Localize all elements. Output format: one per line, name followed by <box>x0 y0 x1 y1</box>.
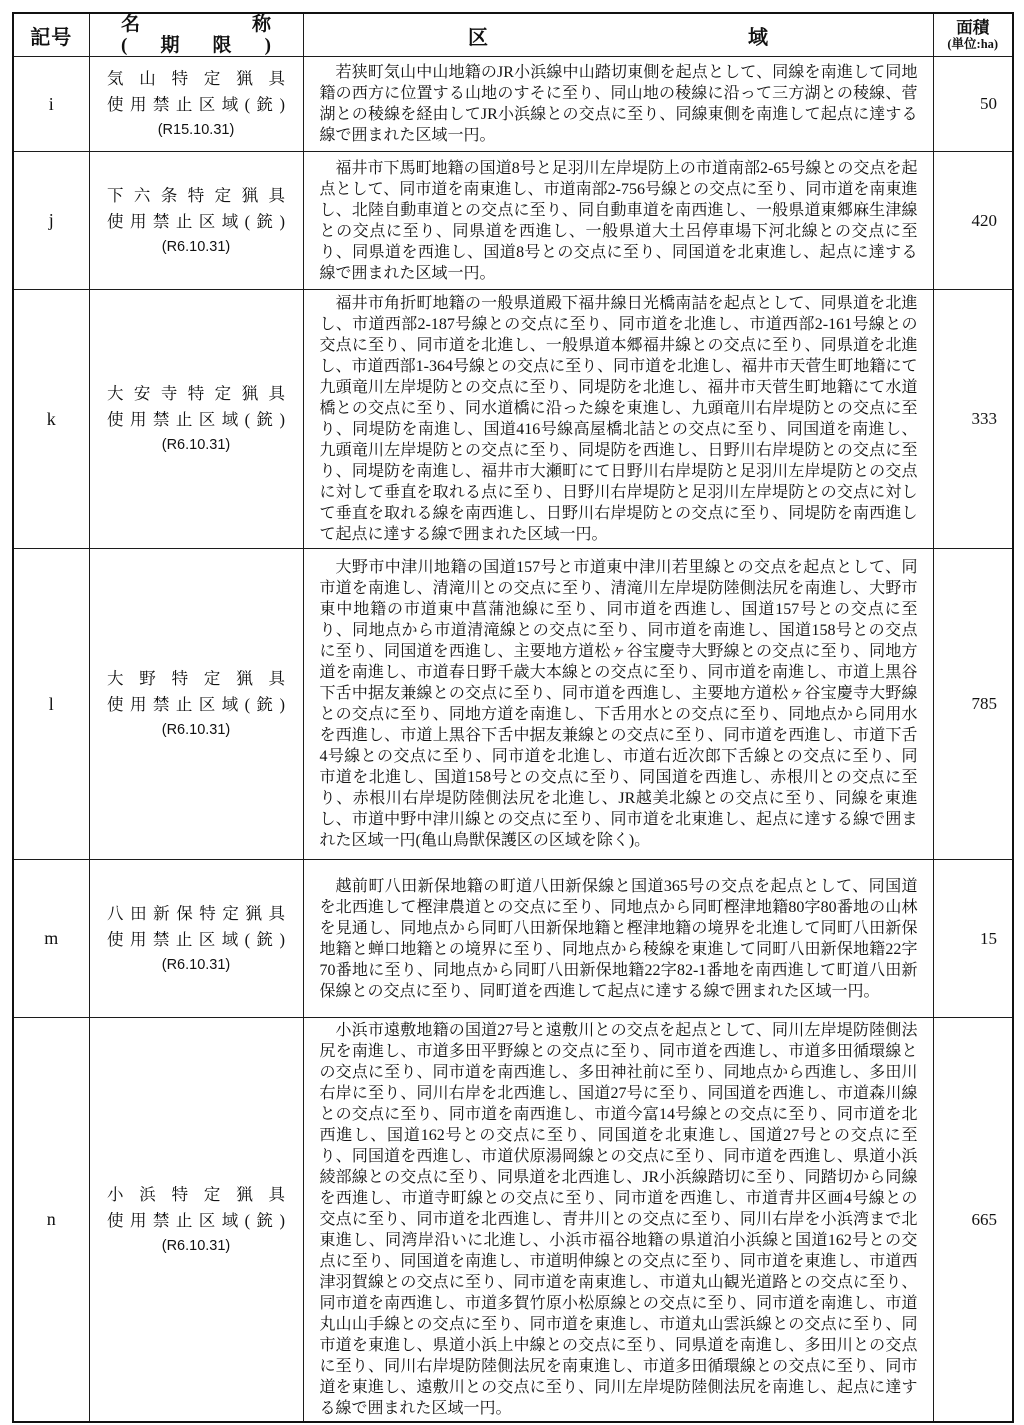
row-description-cell <box>303 1018 933 1423</box>
header-symbol: 記号 <box>13 13 89 57</box>
row-symbol: l <box>13 549 89 860</box>
area-name-line1: 小浜特定猟具 <box>107 1184 285 1204</box>
area-name-line2: 使用禁止区域(銃) <box>107 1210 285 1230</box>
area-term: (R6.10.31) <box>161 238 231 255</box>
area-name-line1: 気山特定猟具 <box>107 69 285 88</box>
row-symbol: n <box>13 1018 89 1423</box>
row-name-cell <box>89 549 303 860</box>
area-name <box>107 66 285 142</box>
row-name-cell <box>89 290 303 549</box>
row-name-cell <box>89 1018 303 1423</box>
row-area-ha: 665 <box>933 1018 1013 1423</box>
row-description-cell <box>303 549 933 860</box>
row-name-cell <box>89 860 303 1018</box>
area-term: (R6.10.31) <box>161 1237 231 1254</box>
row-area-ha: 420 <box>933 152 1013 290</box>
row-name-cell <box>89 152 303 290</box>
row-symbol: i <box>13 57 89 152</box>
area-name <box>107 1182 285 1258</box>
area-name <box>107 381 285 457</box>
area-name-line2: 使用禁止区域(銃) <box>107 695 285 714</box>
area-name-line2: 使用禁止区域(銃) <box>107 211 285 231</box>
area-term: (R6.10.31) <box>161 437 231 453</box>
area-term: (R6.10.31) <box>161 956 231 973</box>
table-row <box>13 549 1013 860</box>
area-description: 小浜市遠敷地籍の国道27号と遠敷川との交点を起点として、同川左岸堤防陸側法尻を南進し、市道多田平野線との交点に至り、同市道を西進し、市道多田循環線との交点に至り、同市道を南西進し、多田神社前に至り、同地点から西進し、多田川右岸に至り、同川右岸を北西進し、国道27号に至り、同国道を西進し、市道森川線との交点に至り、同市道を南西進し、市道今富14号線との交点に至り、同市道を北西進し、国道162号との交点に至り、同国道を北東進し、国道27号との交点に至り、同国道を西進し、市道伏原湯岡線との交点に至り、同市道を西進し、県道小浜綾部線との交点に至り、同県道を北西進し、JR小浜線踏切に至り、同踏切から同線を西進し、市道寺町線との交点に至り、同市道を西進し、市道青井区画4号線との交点に至り、同市道を北西進し、青井川との交点に至り、同川右岸を小浜湾まで北東進し、同湾岸沿いに北進し、小浜市福谷地籍の県道泊小浜線と国道162号との交点に至り、同国道を南進し、市道明伸線との交点に至り、同市道を東進し、市道西津羽賀線との交点に至り、同市道を南東進し、市道丸山観光道路との交点に至り、同市道を南西進し、市道多賀竹原小松原線との交点に至り、同市道を南進し、市道丸山山手線との交点に至り、同市道を東進し、市道丸山雲浜線との交点に至り、同市道を東進し、県道小浜上中線との交点に至り、同県道を南進し、多田川との交点に至り、同川右岸堤防陸側法尻を南東進し、市道多田循環線との交点に至り、同市道を東進し、遠敷川との交点に至り、同川左岸堤防陸側法尻を南進し、起点に達する線で囲まれた区域一円。 <box>319 1022 918 1417</box>
row-description-cell <box>303 57 933 152</box>
header-size-line2: (単位:ha) <box>947 36 999 51</box>
area-name-line1: 八田新保特定猟具 <box>107 903 285 923</box>
area-term: (R6.10.31) <box>161 722 231 738</box>
table-row <box>13 57 1013 152</box>
area-description: 若狭町気山中山地籍のJR小浜線中山踏切東側を起点として、同線を南進して同地籍の西方に位置する山地のすそに至り、同山地の稜線に沿って三方湖との稜線、菅湖との稜線を経由してJR小浜線との交点に至り、同線東側を南進して起点に達する線で囲まれた区域一円。 <box>319 64 918 144</box>
header-size-line1: 面積 <box>956 17 990 37</box>
area-name <box>107 901 285 977</box>
row-symbol: m <box>13 860 89 1018</box>
row-area-ha: 50 <box>933 57 1013 152</box>
row-description-cell <box>303 152 933 290</box>
area-name <box>107 666 285 742</box>
area-description: 大野市中津川地籍の国道157号と市道東中津川若里線との交点を起点として、同市道を南進し、清滝川との交点に至り、清滝川左岸堤防陸側法尻を南進し、大野市東中地籍の市道東中菖蒲池線に至り、同市道を西進し、国道157号との交点に至り、同地点から市道清滝線との交点に至り、同市道を南進し、国道158号との交点に至り、同国道を西進し、主要地方道松ヶ谷宝慶寺大野線との交点に至り、同地方道を南進し、市道春日野千歳大本線との交点に至り、同市道を南進し、市道上黒谷下舌中据友兼線との交点に至り、同市道を西進し、主要地方道松ヶ谷宝慶寺大野線との交点に至り、同地方道を南進し、下舌用水との交点に至り、同地点から同用水を西進し、市道上黒谷下舌中据友兼線との交点に至り、同市道を西進し、市道下舌4号線との交点に至り、同市道を北進し、市道右近次郎下舌線との交点に至り、同市道を北進し、国道158号との交点に至り、同国道を西進し、赤根川との交点に至り、赤根川右岸堤防陸側法尻を北進し、JR越美北線との交点に至り、同線を東進し、市道中野中津川線との交点に至り、同市道を北東進し、起点に達する線で囲まれた区域一円(亀山鳥獣保護区の区域を除く)。 <box>319 559 918 849</box>
table-row <box>13 860 1013 1018</box>
table-row <box>13 290 1013 549</box>
header-area-label: 区域 <box>468 26 768 49</box>
area-name-line2: 使用禁止区域(銃) <box>107 929 285 949</box>
header-name-line2: (期限) <box>121 35 271 56</box>
row-area-ha: 15 <box>933 860 1013 1018</box>
table-header-row <box>13 13 1013 57</box>
table-row <box>13 152 1013 290</box>
row-symbol: k <box>13 290 89 549</box>
area-name <box>107 183 285 259</box>
row-area-ha: 333 <box>933 290 1013 549</box>
header-area <box>303 13 933 57</box>
row-description-cell <box>303 290 933 549</box>
header-size <box>933 13 1013 57</box>
row-symbol: j <box>13 152 89 290</box>
header-name <box>89 13 303 57</box>
area-description: 越前町八田新保地籍の町道八田新保線と国道365号の交点を起点として、同国道を北西進して樫津農道との交点に至り、同地点から同町樫津地籍80字80番地の山林を見通し、同地点から同町八田新保地籍と樫津地籍の境界を北進して同町八田新保地籍と蝉口地籍との境界に至り、同地点から稜線を東進して同町八田新保地籍22字70番地に至り、同地点から同町八田新保地籍22字82-1番地を南西進して町道八田新保線との交点に至り、同町道を西進して起点に達する線で囲まれた区域一円。 <box>319 877 918 1000</box>
area-name-line1: 大安寺特定猟具 <box>107 384 285 403</box>
table-row <box>13 1018 1013 1423</box>
area-name-line2: 使用禁止区域(銃) <box>107 410 285 429</box>
row-name-cell <box>89 57 303 152</box>
area-name-line2: 使用禁止区域(銃) <box>107 95 285 114</box>
row-area-ha: 785 <box>933 549 1013 860</box>
restriction-area-table <box>12 12 1014 1423</box>
area-description: 福井市下馬町地籍の国道8号と足羽川左岸堤防上の市道南部2-65号線との交点を起点として、同市道を南東進し、市道南部2-756号線との交点に至り、同市道を南東進し、北陸自動車道との交点に至り、同自動車道を南西進し、一般県道東郷麻生津線との交点に至り、同県道を西進し、一般県道大土呂停車場下河北線との交点に至り、同県道を西進し、国道8号との交点に至り、同国道を北東進し、起点に達する線で囲まれた区域一円。 <box>319 159 918 282</box>
area-name-line1: 下六条特定猟具 <box>107 185 285 205</box>
area-name-line1: 大野特定猟具 <box>107 669 285 688</box>
header-name-line1: 名称 <box>121 14 271 35</box>
area-term: (R15.10.31) <box>157 122 235 138</box>
row-description-cell <box>303 860 933 1018</box>
area-description: 福井市角折町地籍の一般県道殿下福井線日光橋南詰を起点として、同県道を北進し、市道西部2-187号線との交点に至り、同市道を北進し、市道西部2-161号線との交点に至り、同市道を北進し、一般県道本郷福井線との交点に至り、同県道を北進し、市道西部1-364号線との交点に至り、同市道を北進し、福井市天菅生町地籍にて九頭竜川左岸堤防との交点に至り、同堤防を北進し、福井市天菅生町地籍にて水道橋との交点に至り、同水道橋に沿った線を東進し、九頭竜川右岸堤防との交点に至り、同堤防を南進し、国道416号線高屋橋北詰との交点に至り、同国道を南進し、九頭竜川左岸堤防との交点に至り、同堤防を西進し、日野川右岸堤防との交点に至り、同堤防を南進し、福井市大瀬町にて日野川右岸堤防と足羽川左岸堤防との交点に対して垂直を取れる点に至り、日野川右岸堤防と足羽川左岸堤防との交点に対して垂直を取れる線を南西進し、日野川右岸堤防との交点に至り、同堤防を南西進して起点に達する線で囲まれた区域一円。 <box>319 295 918 543</box>
